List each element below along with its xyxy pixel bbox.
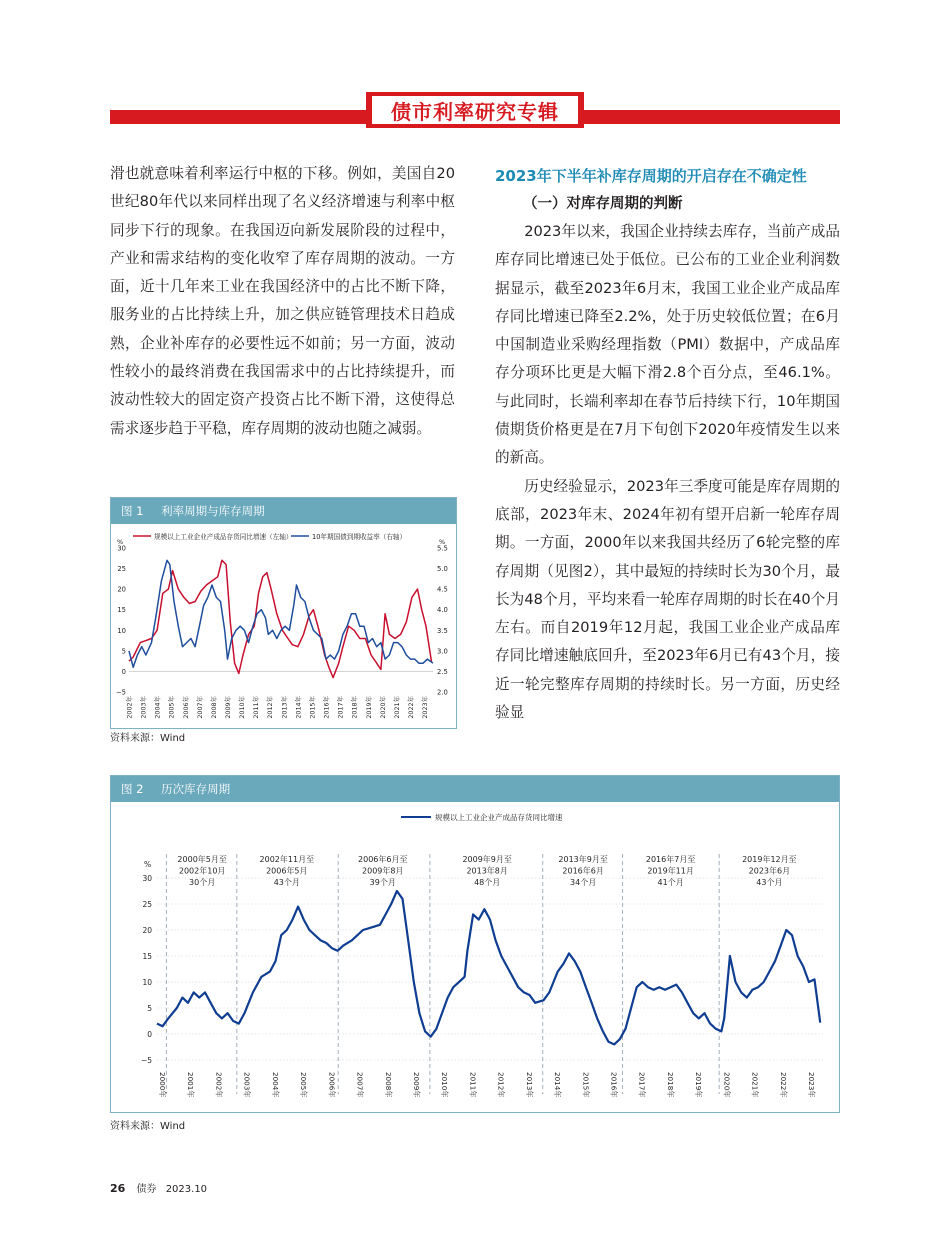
series-line-inventory <box>129 560 432 677</box>
x-tick-label: 2004年 <box>270 1072 280 1098</box>
y-unit: % <box>144 860 152 869</box>
figure-2-title: 历次库存周期 <box>161 782 231 796</box>
figure-1-chart <box>111 524 456 726</box>
y-tick-label: 0 <box>147 1030 152 1039</box>
right-paragraph-2: 历史经验显示，2023年三季度可能是库存周期的底部，2023年末、2024年初有望开启新一轮库存周期。一方面，2000年以来我国共经历了6轮完整的库存周期（见图2），其中最短的持续时长为30个月，最长为48个月，平均来看一轮库存周期的时长在40个月左右。而自2019年12月起，我国工业企业产成品库存同比增速触底回升，至2023年6月已有43个月，接近一轮完整库存周期的持续时长。另一方面，历史经验显 <box>495 477 840 722</box>
cycle-annotation: 2006年6月至 <box>358 855 408 864</box>
x-tick-label: 2014年 <box>294 696 303 719</box>
cycle-annotation: 48个月 <box>474 878 501 887</box>
figure-2-header <box>111 776 839 802</box>
x-tick-label: 2000年 <box>158 1072 167 1098</box>
x-tick-label: 2002年 <box>125 696 134 719</box>
header-title-box <box>366 92 584 128</box>
x-tick-label: 2010年 <box>440 1072 450 1098</box>
cycle-annotation: 39个月 <box>369 878 396 887</box>
cycle-annotation: 2023年6月 <box>748 866 791 876</box>
y-tick-label: 30 <box>142 874 152 883</box>
y-left-tick-label: 15 <box>117 606 126 615</box>
y-right-tick-label: 4.5 <box>437 585 448 594</box>
y-left-tick-label: −5 <box>115 688 126 697</box>
x-tick-label: 2016年 <box>609 1072 619 1098</box>
y-left-tick-label: 5 <box>121 647 126 656</box>
journal-name: 债券 <box>136 1184 157 1195</box>
x-tick-label: 2012年 <box>496 1072 506 1098</box>
x-tick-label: 2011年 <box>468 1072 478 1098</box>
figure-2-source: 资料来源：Wind <box>110 1121 186 1132</box>
y-left-tick-label: 0 <box>121 667 126 676</box>
x-tick-label: 2018年 <box>350 696 359 719</box>
x-tick-label: 2009年 <box>224 696 233 719</box>
page-footer <box>110 1180 207 1195</box>
cycle-annotation: 2009年9月至 <box>462 855 512 864</box>
y-left-tick-label: 30 <box>117 544 126 553</box>
cycle-annotation: 2019年12月至 <box>742 855 797 864</box>
x-tick-label: 2016年 <box>322 696 331 719</box>
legend-label-yield: 10年期国债到期收益率（右轴） <box>312 533 407 541</box>
x-tick-label: 2021年 <box>750 1072 760 1098</box>
figure-1-label: 图 1 <box>121 504 144 518</box>
x-tick-label: 2008年 <box>209 696 218 719</box>
x-tick-label: 2011年 <box>252 696 261 719</box>
figure-1-header <box>111 498 456 524</box>
y-right-tick-label: 4.0 <box>437 606 448 615</box>
x-tick-label: 2015年 <box>581 1072 591 1098</box>
y-left-tick-label: 25 <box>117 565 126 574</box>
x-tick-label: 2003年 <box>139 696 148 719</box>
y-tick-label: 25 <box>142 900 152 909</box>
section-title: 2023年下半年补库存周期的开启存在不确定性 <box>495 167 807 185</box>
figure-1-title: 利率周期与库存周期 <box>161 504 265 518</box>
x-tick-label: 2007年 <box>355 1072 365 1098</box>
y-right-unit: % <box>439 538 446 546</box>
x-tick-label: 2022年 <box>406 696 415 719</box>
series-line-inventory <box>157 891 820 1044</box>
y-tick-label: 20 <box>142 926 152 935</box>
x-tick-label: 2017年 <box>336 696 345 719</box>
y-right-tick-label: 2.5 <box>437 667 448 676</box>
x-tick-label: 2013年 <box>280 696 289 719</box>
y-tick-label: 10 <box>142 978 152 987</box>
x-tick-label: 2018年 <box>665 1072 675 1098</box>
x-tick-label: 2006年 <box>327 1072 337 1098</box>
cycle-annotation: 2013年9月至 <box>558 855 608 864</box>
cycle-annotation: 2019年11月 <box>647 866 694 876</box>
x-tick-label: 2023年 <box>807 1072 817 1098</box>
cycle-annotation: 2016年7月至 <box>645 855 696 864</box>
cycle-annotation: 2016年6月 <box>562 866 604 876</box>
cycle-annotation: 2000年5月至 <box>177 855 227 864</box>
figure-1 <box>110 497 457 729</box>
header-title-inner <box>372 96 578 124</box>
x-tick-label: 2023年 <box>421 696 430 719</box>
figure-2 <box>110 775 840 1113</box>
x-tick-label: 2017年 <box>637 1072 647 1098</box>
cycle-annotation: 43个月 <box>756 878 783 887</box>
x-tick-label: 2013年 <box>524 1072 534 1098</box>
page-number: 26 <box>110 1182 126 1195</box>
x-tick-label: 2019年 <box>364 696 373 719</box>
x-tick-label: 2001年 <box>186 1072 196 1098</box>
cycle-annotation: 41个月 <box>657 878 684 887</box>
x-tick-label: 2010年 <box>238 696 247 719</box>
x-tick-label: 2021年 <box>392 696 401 719</box>
x-tick-label: 2004年 <box>153 696 162 719</box>
y-right-tick-label: 3.0 <box>437 647 448 656</box>
right-column <box>495 162 840 727</box>
y-tick-label: 15 <box>142 952 152 961</box>
y-tick-label: 5 <box>147 1004 152 1013</box>
x-tick-label: 2020年 <box>722 1072 732 1098</box>
legend-label-inventory: 规模以上工业企业产成品存货同比增速（左轴） <box>154 533 293 541</box>
cycle-annotation: 2002年10月 <box>178 866 226 876</box>
y-left-tick-label: 20 <box>117 585 126 594</box>
x-tick-label: 2005年 <box>299 1072 309 1098</box>
cycle-annotation: 2006年5月 <box>266 866 308 876</box>
x-tick-label: 2002年 <box>214 1072 224 1098</box>
x-tick-label: 2022年 <box>778 1072 788 1098</box>
x-tick-label: 2006年 <box>181 696 190 719</box>
subsection-title: （一）对库存周期的判断 <box>523 196 683 212</box>
y-right-tick-label: 2.0 <box>437 688 448 697</box>
x-tick-label: 2008年 <box>383 1072 393 1098</box>
y-right-tick-label: 3.5 <box>437 626 448 635</box>
left-column <box>110 160 455 443</box>
y-right-tick-label: 5.5 <box>437 544 448 553</box>
cycle-annotation: 2009年8月 <box>362 866 404 876</box>
left-paragraph: 滑也就意味着利率运行中枢的下移。例如，美国自20世纪80年代以来同样出现了名义经济增速与利率中枢同步下行的现象。在我国迈向新发展阶段的过程中，产业和需求结构的变化收窄了库存周期的波动。一方面，近十几年来工业在我国经济中的占比不断下降，服务业的占比持续上升，加之供应链管理技术日趋成熟，企业补库存的必要性远不如前；另一方面，波动性较小的最终消费在我国需求中的占比持续提升，而波动性较大的固定资产投资占比不断下滑，这使得总需求逐步趋于平稳，库存周期的波动也随之减弱。 <box>110 165 455 437</box>
figure-2-label: 图 2 <box>121 782 144 796</box>
cycle-annotation: 43个月 <box>273 878 300 887</box>
x-tick-label: 2009年 <box>411 1072 421 1098</box>
x-tick-label: 2019年 <box>694 1072 704 1098</box>
cycle-annotation: 34个月 <box>570 878 597 887</box>
x-tick-label: 2020年 <box>378 696 387 719</box>
x-tick-label: 2007年 <box>195 696 204 719</box>
y-right-tick-label: 5.0 <box>437 565 448 574</box>
x-tick-label: 2012年 <box>266 696 275 719</box>
cycle-annotation: 2013年8月 <box>466 866 508 876</box>
figure-1-source: 资料来源：Wind <box>110 733 186 744</box>
cycle-annotation: 30个月 <box>189 878 216 887</box>
y-left-tick-label: 10 <box>117 626 126 635</box>
x-tick-label: 2005年 <box>167 696 176 719</box>
cycle-annotation: 2002年11月至 <box>259 855 315 864</box>
journal-issue: 2023.10 <box>165 1184 208 1195</box>
y-left-unit: % <box>117 538 124 546</box>
right-paragraph-1: 2023年以来，我国企业持续去库存，当前产成品库存同比增速已处于低位。已公布的工业企业利润数据显示，截至2023年6月末，我国工业企业产成品库存同比增速已降至2.2%，处于历史较低位置；在6月中国制造业采购经理指数（PMI）数据中，产成品库存分项环比更是大幅下滑2.8个百分点，至46.1%。与此同时，长端利率却在春节后持续下行，10年期国债期货价格更是在7月下旬创下2020年疫情发生以来的新高。 <box>495 223 840 467</box>
header-title: 债市利率研究专辑 <box>391 99 559 124</box>
legend-label: 规模以上工业企业产成品存货同比增速 <box>435 813 563 822</box>
x-tick-label: 2014年 <box>553 1072 563 1098</box>
x-tick-label: 2003年 <box>242 1072 252 1098</box>
y-tick-label: −5 <box>140 1056 152 1065</box>
figure-2-chart <box>111 802 839 1110</box>
x-tick-label: 2015年 <box>308 696 317 719</box>
